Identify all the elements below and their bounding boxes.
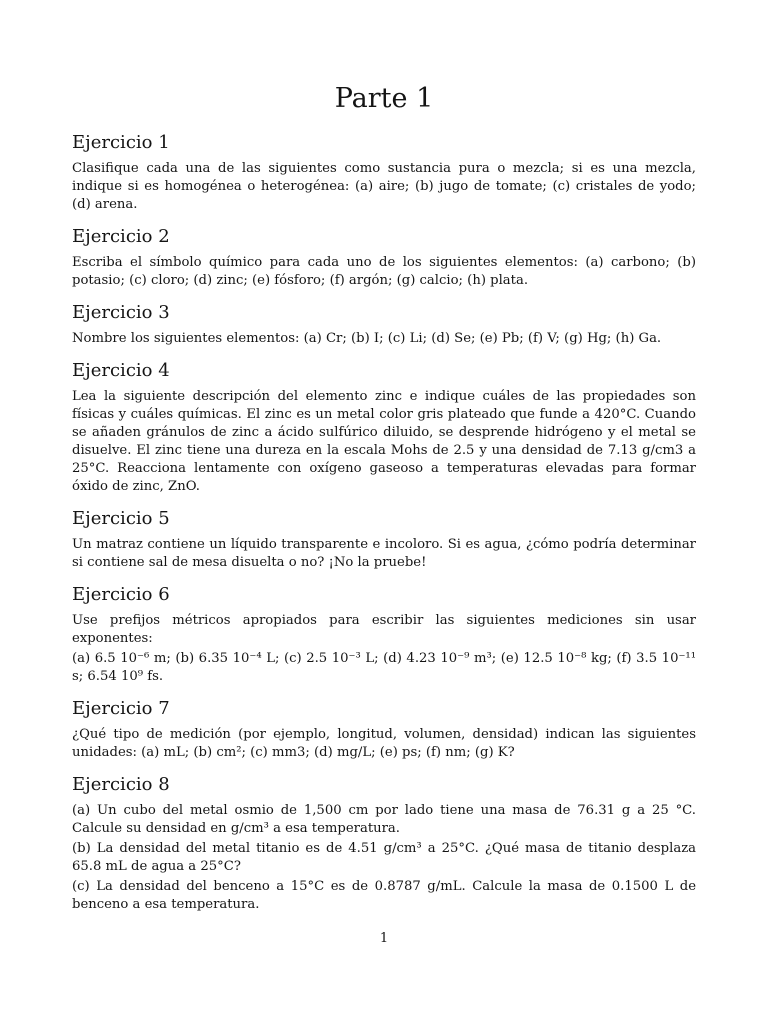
exercise-part-c: (c) La densidad del benceno a 15°C es de 0.8787 g/mL. Calcule la masa de 0.1500 L de benceno a esa temperatura. — [72, 879, 696, 912]
exercise-heading: Ejercicio 5 — [72, 508, 170, 529]
exercise-3 — [72, 302, 696, 348]
exercise-part-a: (a) Un cubo del metal osmio de 1,500 cm por lado tiene una masa de 76.31 g a 25 °C. Calcule su densidad en g/cm³ a esa temperatura. — [72, 803, 696, 836]
exercise-heading: Ejercicio 3 — [72, 302, 170, 323]
exercise-8 — [72, 774, 696, 914]
exercise-heading: Ejercicio 2 — [72, 226, 170, 247]
exercise-1 — [72, 132, 696, 214]
exercise-2 — [72, 226, 696, 290]
exercise-4 — [72, 360, 696, 496]
exercise-list — [72, 132, 696, 926]
exercise-text: Use prefijos métricos apropiados para escribir las siguientes mediciones sin usar exponentes: — [72, 613, 696, 646]
page-number: 1 — [379, 931, 389, 946]
exercise-part-b: (b) La densidad del metal titanio es de 4.51 g/cm³ a 25°C. ¿Qué masa de titanio desplaza 65.8 mL de agua a 25°C? — [72, 841, 696, 874]
exercise-heading: Ejercicio 6 — [72, 584, 170, 605]
exercise-heading: Ejercicio 1 — [72, 132, 170, 153]
exercise-text: Clasifique cada una de las siguientes como sustancia pura o mezcla; si es una mezcla, indique si es homogénea o heterogénea: (a) aire; (b) jugo de tomate; (c) cristales de yodo; (d) arena. — [72, 161, 696, 212]
exercise-5 — [72, 508, 696, 572]
exercise-measurements: (a) 6.5 10⁻⁶ m; (b) 6.35 10⁻⁴ L; (c) 2.5 10⁻³ L; (d) 4.23 10⁻⁹ m³; (e) 12.5 10⁻⁸ kg; (f) 3.5 10⁻¹¹ s; 6.54 10⁹ fs. — [72, 651, 696, 684]
exercise-text: ¿Qué tipo de medición (por ejemplo, longitud, volumen, densidad) indican las siguientes unidades: (a) mL; (b) cm²; (c) mm3; (d) mg/L; (e) ps; (f) nm; (g) K? — [72, 727, 696, 760]
exercise-7 — [72, 698, 696, 762]
exercise-text: Lea la siguiente descripción del elemento zinc e indique cuáles de las propiedades son físicas y cuáles químicas. El zinc es un metal color gris plateado que funde a 420°C. Cuando se añaden gránulos de zinc a ácido sulfúrico diluido, se desprende hidrógeno y el metal se disuelve. El zinc tiene una dureza en la escala Mohs de 2.5 y una densidad de 7.13 g/cm3 a 25°C. Reacciona lentamente con oxígeno gaseoso a temperaturas elevadas para formar óxido de zinc, ZnO. — [72, 389, 696, 494]
exercise-text: Escriba el símbolo químico para cada uno de los siguientes elementos: (a) carbono; (b) potasio; (c) cloro; (d) zinc; (e) fósforo; (f) argón; (g) calcio; (h) plata. — [72, 255, 696, 288]
exercise-heading: Ejercicio 7 — [72, 698, 170, 719]
exercise-heading: Ejercicio 4 — [72, 360, 170, 381]
exercise-heading: Ejercicio 8 — [72, 774, 170, 795]
exercise-text: Un matraz contiene un líquido transparente e incoloro. Si es agua, ¿cómo podría determinar si contiene sal de mesa disuelta o no? ¡No la pruebe! — [72, 537, 696, 570]
page-title: Parte 1 — [334, 83, 434, 114]
exercise-text: Nombre los siguientes elementos: (a) Cr; (b) I; (c) Li; (d) Se; (e) Pb; (f) V; (g) Hg; (h) Ga. — [72, 331, 662, 346]
exercise-6 — [72, 584, 696, 686]
